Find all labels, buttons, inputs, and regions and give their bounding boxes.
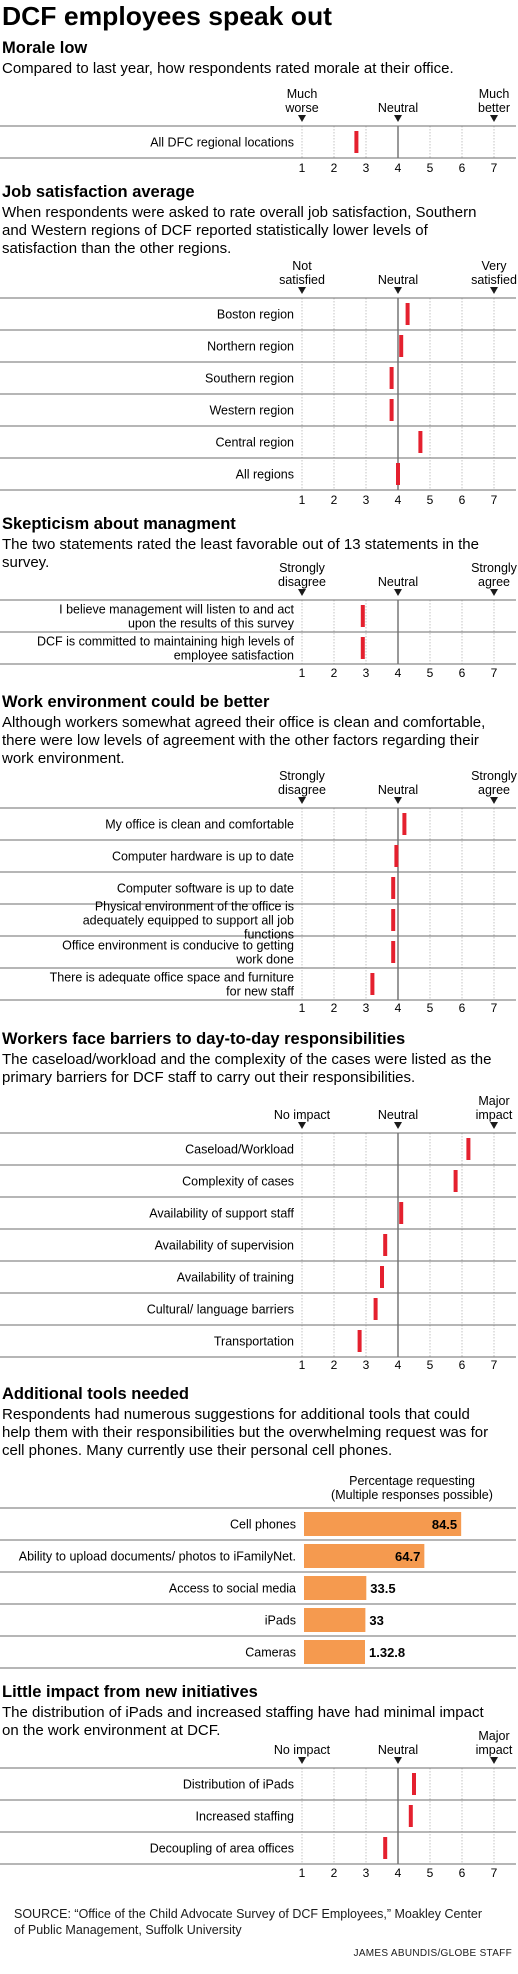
rating-marker	[396, 463, 400, 485]
tick-label: 7	[490, 1358, 498, 1372]
bar-value-label: 64.7	[395, 1549, 421, 1564]
scale-label: Strongly agree	[471, 561, 517, 589]
rating-marker	[412, 1773, 416, 1795]
tick-label: 1	[298, 1001, 306, 1015]
chart-1	[0, 39, 516, 175]
scale-arrow-icon	[394, 1122, 402, 1129]
row-label: Increased staffing	[195, 1809, 294, 1824]
tick-label: 1	[298, 666, 306, 680]
scale-label: Strongly disagree	[278, 561, 326, 589]
chart-subtitle: When respondents were asked to rate overall job satisfaction, Southern and Western regions of DCF reported statistically lower levels of satisfaction than the other regions.	[2, 204, 477, 257]
tick-label: 6	[458, 1866, 466, 1880]
scale-arrow-icon	[298, 1757, 306, 1764]
rating-marker	[354, 131, 358, 153]
row-label: Southern region	[205, 371, 294, 386]
row-label: All DFC regional locations	[150, 135, 294, 150]
tick-label: 1	[298, 1866, 306, 1880]
scale-arrow-icon	[490, 1122, 498, 1129]
chart-subtitle: The caseload/workload and the complexity of the cases were listed as the primary barriers for DCF staff to carry out their responsibilities.	[2, 1051, 492, 1086]
bar-category-label: iPads	[264, 1613, 296, 1628]
tick-label: 3	[362, 1001, 370, 1015]
row-label: Cultural/ language barriers	[146, 1302, 294, 1317]
tick-label: 5	[426, 666, 434, 680]
chart-title: Job satisfaction average	[2, 183, 195, 201]
tick-label: 3	[362, 666, 370, 680]
tick-label: 3	[362, 1358, 370, 1372]
bar-value-label: 1.32.8	[369, 1645, 406, 1660]
row-label: Decoupling of area offices	[149, 1841, 294, 1856]
scale-arrow-icon	[298, 287, 306, 294]
row-label: Complexity of cases	[182, 1174, 294, 1189]
chart-title: Morale low	[2, 39, 88, 57]
row-label: DCF is committed to maintaining high levels of employee satisfaction	[36, 634, 294, 663]
scale-label: Strongly disagree	[278, 769, 326, 797]
rating-marker	[361, 637, 365, 659]
tick-label: 4	[394, 1866, 402, 1880]
tick-label: 7	[490, 161, 498, 175]
tick-label: 5	[426, 161, 434, 175]
rating-marker	[391, 877, 395, 899]
row-label: Availability of support staff	[149, 1206, 294, 1221]
tick-label: 6	[458, 493, 466, 507]
rating-marker	[418, 431, 422, 453]
bar-category-label: Access to social media	[168, 1581, 296, 1596]
row-label: All regions	[235, 467, 294, 482]
chart-3	[0, 515, 518, 680]
rating-marker	[399, 335, 403, 357]
tick-label: 7	[490, 1001, 498, 1015]
rating-marker	[399, 1202, 403, 1224]
tick-label: 3	[362, 493, 370, 507]
rating-marker	[402, 813, 406, 835]
rating-marker	[358, 1330, 362, 1352]
value-header: Percentage requesting (Multiple responses possible)	[331, 1474, 493, 1502]
scale-label: Neutral	[377, 575, 419, 589]
chart-subtitle: Respondents had numerous suggestions for additional tools that could help them with their responsibilities but the overwhelming request was for cell phones. Many currently use their personal cell phones.	[2, 1406, 489, 1459]
scale-label: No impact	[273, 1108, 331, 1122]
scale-label: Much worse	[285, 87, 319, 115]
chart-subtitle: Compared to last year, how respondents rated morale at their office.	[2, 60, 454, 77]
rating-marker	[361, 605, 365, 627]
tick-label: 6	[458, 1001, 466, 1015]
tick-label: 5	[426, 493, 434, 507]
tick-label: 4	[394, 666, 402, 680]
chart-title: Work environment could be better	[2, 693, 270, 711]
tick-label: 5	[426, 1866, 434, 1880]
row-label: Availability of training	[176, 1270, 294, 1285]
tick-label: 2	[330, 666, 338, 680]
scale-label: Very satisfied	[471, 259, 517, 287]
tick-label: 7	[490, 493, 498, 507]
tick-label: 3	[362, 1866, 370, 1880]
scale-label: Major impact	[475, 1729, 513, 1757]
scale-label: Neutral	[377, 783, 419, 797]
row-label: Availability of supervision	[154, 1238, 294, 1253]
rating-marker	[383, 1837, 387, 1859]
tick-label: 6	[458, 666, 466, 680]
scale-arrow-icon	[394, 287, 402, 294]
chart-title: Little impact from new initiatives	[2, 1683, 258, 1701]
scale-arrow-icon	[490, 589, 498, 596]
tick-label: 4	[394, 493, 402, 507]
scale-arrow-icon	[394, 589, 402, 596]
graphic-credit: JAMES ABUNDIS/GLOBE STAFF	[353, 1948, 512, 1959]
row-label: Western region	[209, 403, 294, 418]
scale-arrow-icon	[298, 589, 306, 596]
scale-label: No impact	[273, 1743, 331, 1757]
rating-marker	[374, 1298, 378, 1320]
scale-label: Neutral	[377, 101, 419, 115]
row-label: Northern region	[207, 339, 294, 354]
rating-marker	[406, 303, 410, 325]
bar-value-label: 33	[369, 1613, 384, 1628]
chart-subtitle: The distribution of iPads and increased staffing have had minimal impact on the work environment at DCF.	[2, 1704, 484, 1739]
scale-label: Much better	[478, 87, 510, 115]
row-label: Office environment is conducive to getting work done	[62, 938, 294, 967]
chart-4	[0, 693, 518, 1015]
row-label: Transportation	[213, 1334, 294, 1349]
page-title: DCF employees speak out	[2, 1, 333, 31]
tick-label: 4	[394, 161, 402, 175]
chart-7	[0, 1683, 516, 1880]
rating-marker	[409, 1805, 413, 1827]
tick-label: 6	[458, 161, 466, 175]
chart-subtitle: The two statements rated the least favorable out of 13 statements in the survey.	[2, 536, 479, 571]
tick-label: 4	[394, 1001, 402, 1015]
scale-label: Strongly agree	[471, 769, 517, 797]
tick-label: 2	[330, 161, 338, 175]
scale-label: Neutral	[377, 1108, 419, 1122]
tick-label: 7	[490, 666, 498, 680]
tick-label: 2	[330, 1866, 338, 1880]
bar-category-label: Cameras	[245, 1645, 296, 1660]
row-label: Boston region	[216, 307, 294, 322]
rating-marker	[380, 1266, 384, 1288]
row-label: Computer hardware is up to date	[111, 849, 294, 864]
chart-6	[0, 1385, 516, 1668]
row-label: Computer software is up to date	[116, 881, 294, 896]
tick-label: 3	[362, 161, 370, 175]
row-label: I believe management will listen to and act upon the results of this survey	[59, 602, 294, 631]
source-note: SOURCE: “Office of the Child Advocate Survey of DCF Employees,” Moakley Center of Public Management, Suffolk University	[14, 1907, 483, 1937]
scale-arrow-icon	[298, 115, 306, 122]
rating-marker	[391, 909, 395, 931]
scale-label: Major impact	[475, 1094, 513, 1122]
tick-label: 1	[298, 161, 306, 175]
chart-5	[0, 1030, 516, 1372]
scale-arrow-icon	[394, 797, 402, 804]
rating-marker	[391, 941, 395, 963]
scale-arrow-icon	[298, 1122, 306, 1129]
tick-label: 5	[426, 1001, 434, 1015]
scale-label: Neutral	[377, 1743, 419, 1757]
chart-title: Additional tools needed	[2, 1385, 190, 1403]
tick-label: 6	[458, 1358, 466, 1372]
row-label: Physical environment of the office is adequately equipped to support all job functions	[82, 899, 294, 942]
chart-title: Skepticism about managment	[2, 515, 236, 533]
scale-arrow-icon	[490, 287, 498, 294]
tick-label: 4	[394, 1358, 402, 1372]
scale-arrow-icon	[490, 1757, 498, 1764]
tick-label: 2	[330, 493, 338, 507]
bar	[304, 1640, 365, 1664]
tick-label: 1	[298, 1358, 306, 1372]
bar-value-label: 33.5	[370, 1581, 396, 1596]
row-label: My office is clean and comfortable	[105, 817, 294, 832]
rating-marker	[394, 845, 398, 867]
chart-title: Workers face barriers to day-to-day responsibilities	[2, 1030, 406, 1048]
tick-label: 5	[426, 1358, 434, 1372]
scale-arrow-icon	[298, 797, 306, 804]
scale-arrow-icon	[490, 115, 498, 122]
scale-label: Neutral	[377, 273, 419, 287]
scale-arrow-icon	[490, 797, 498, 804]
tick-label: 2	[330, 1001, 338, 1015]
rating-marker	[383, 1234, 387, 1256]
row-label: There is adequate office space and furniture for new staff	[49, 970, 294, 999]
rating-marker	[390, 367, 394, 389]
scale-label: Not satisfied	[279, 259, 325, 287]
rating-marker	[454, 1170, 458, 1192]
rating-marker	[370, 973, 374, 995]
bar	[304, 1608, 365, 1632]
tick-label: 1	[298, 493, 306, 507]
scale-arrow-icon	[394, 115, 402, 122]
chart-2	[0, 183, 517, 507]
rating-marker	[466, 1138, 470, 1160]
tick-label: 7	[490, 1866, 498, 1880]
chart-subtitle: Although workers somewhat agreed their office is clean and comfortable, there were low levels of agreement with the other factors regarding their work environment.	[2, 714, 486, 767]
row-label: Distribution of iPads	[182, 1777, 294, 1792]
row-label: Central region	[215, 435, 294, 450]
bar-value-label: 84.5	[431, 1517, 458, 1532]
scale-arrow-icon	[394, 1757, 402, 1764]
row-label: Caseload/Workload	[185, 1142, 294, 1157]
bar	[304, 1576, 366, 1600]
rating-marker	[390, 399, 394, 421]
bar-category-label: Cell phones	[229, 1517, 296, 1532]
bar-category-label: Ability to upload documents/ photos to iFamilyNet.	[18, 1549, 296, 1564]
tick-label: 2	[330, 1358, 338, 1372]
